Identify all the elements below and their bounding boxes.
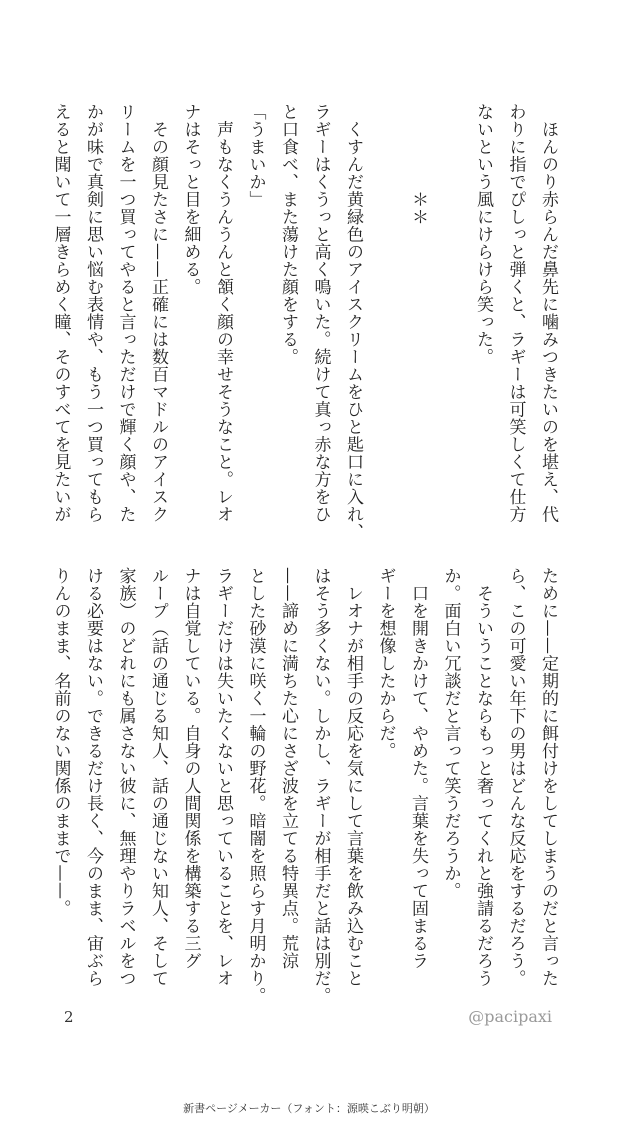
text-line: そういうことならもっと奢ってくれと強請るだろう: [473, 567, 493, 987]
text-line: 家族）のどれにも属さない彼に、無理やりラベルをつ: [115, 567, 136, 987]
text-line: ラギーはくうっと高く鳴いた。続けて真っ赤な方をひ: [310, 103, 331, 523]
text-block-top: [50, 103, 564, 541]
text-line: レオナが相手の反応を気にして言葉を飲み込むこと: [343, 567, 363, 987]
text-line: ラギーだけは失いたくないと思っていることを、レオ: [213, 567, 233, 987]
text-line: その顔見たさに——正確には数百マドルのアイスク: [148, 103, 168, 523]
text-line: えると聞いて一層きらめく瞳、そのすべてを見たいが: [50, 103, 71, 523]
text-line: と口食べ、また蕩けた顔をする。: [278, 103, 298, 366]
text-line: りんのまま、名前のない関係のままで——。: [50, 567, 71, 917]
text-line: かが味で真剣に思い悩む表情や、もう一つ買ってもら: [83, 103, 103, 523]
text-line: ける必要はない。できるだけ長く、今のまま、宙ぶら: [83, 567, 103, 987]
footer-caption: 新書ページメーカー（フォント：源暎こぶり明朝）: [183, 1102, 435, 1115]
text-block-bottom: [50, 567, 564, 1005]
text-line: 声もなくうんうんと頷く顔の幸せそうなこと。レオ: [213, 103, 233, 523]
author-credit: @pacipaxi: [468, 1007, 552, 1026]
text-line: くすんだ黄緑色のアイスクリームをひと匙口に入れ、: [343, 103, 363, 541]
text-line: リームを一つ買ってやると言っただけで輝く顔や、た: [115, 103, 136, 523]
text-line: ナは自覚している。自身の人間関係を構築する三グ: [180, 567, 201, 970]
text-line: ギーを想像したからだ。: [375, 567, 396, 760]
text-line: ループ（話の通じる知人、話の通じない知人、そして: [148, 567, 168, 987]
text-line: ら、この可愛い年下の男はどんな反応をするだろう。: [505, 567, 526, 987]
text-line: ために——定期的に餌付けをしてしまうのだと言った: [538, 567, 558, 987]
text-line: ——諦めに満ちた心にさざ波を立てる特異点。荒涼: [278, 567, 298, 970]
text-line: [434, 103, 467, 531]
text-line: [369, 103, 402, 531]
text-line: 「うまいか」: [245, 103, 266, 208]
text-line: か。面白い冗談だと言って笑うだろうか。: [440, 567, 461, 900]
page-number: 2: [64, 1008, 74, 1026]
text-line: ほんのり赤らんだ鼻先に噛みつきたいのを堪え、代: [538, 103, 558, 523]
text-line: はそう多くない。しかし、ラギーが相手だと話は別だ。: [310, 567, 331, 1005]
text-line: ＊＊: [408, 103, 428, 226]
text-line: とした砂漠に咲く一輪の野花。暗闇を照らす月明かり。: [245, 567, 266, 1005]
text-line: わりに指でぴしっと弾くと、ラギーは可笑しくて仕方: [505, 103, 526, 523]
text-line: 口を開きかけて、やめた。言葉を失って固まるラ: [408, 567, 428, 970]
text-line: ナはそっと目を細める。: [180, 103, 201, 296]
text-line: ないという風にけらけら笑った。: [473, 103, 493, 366]
